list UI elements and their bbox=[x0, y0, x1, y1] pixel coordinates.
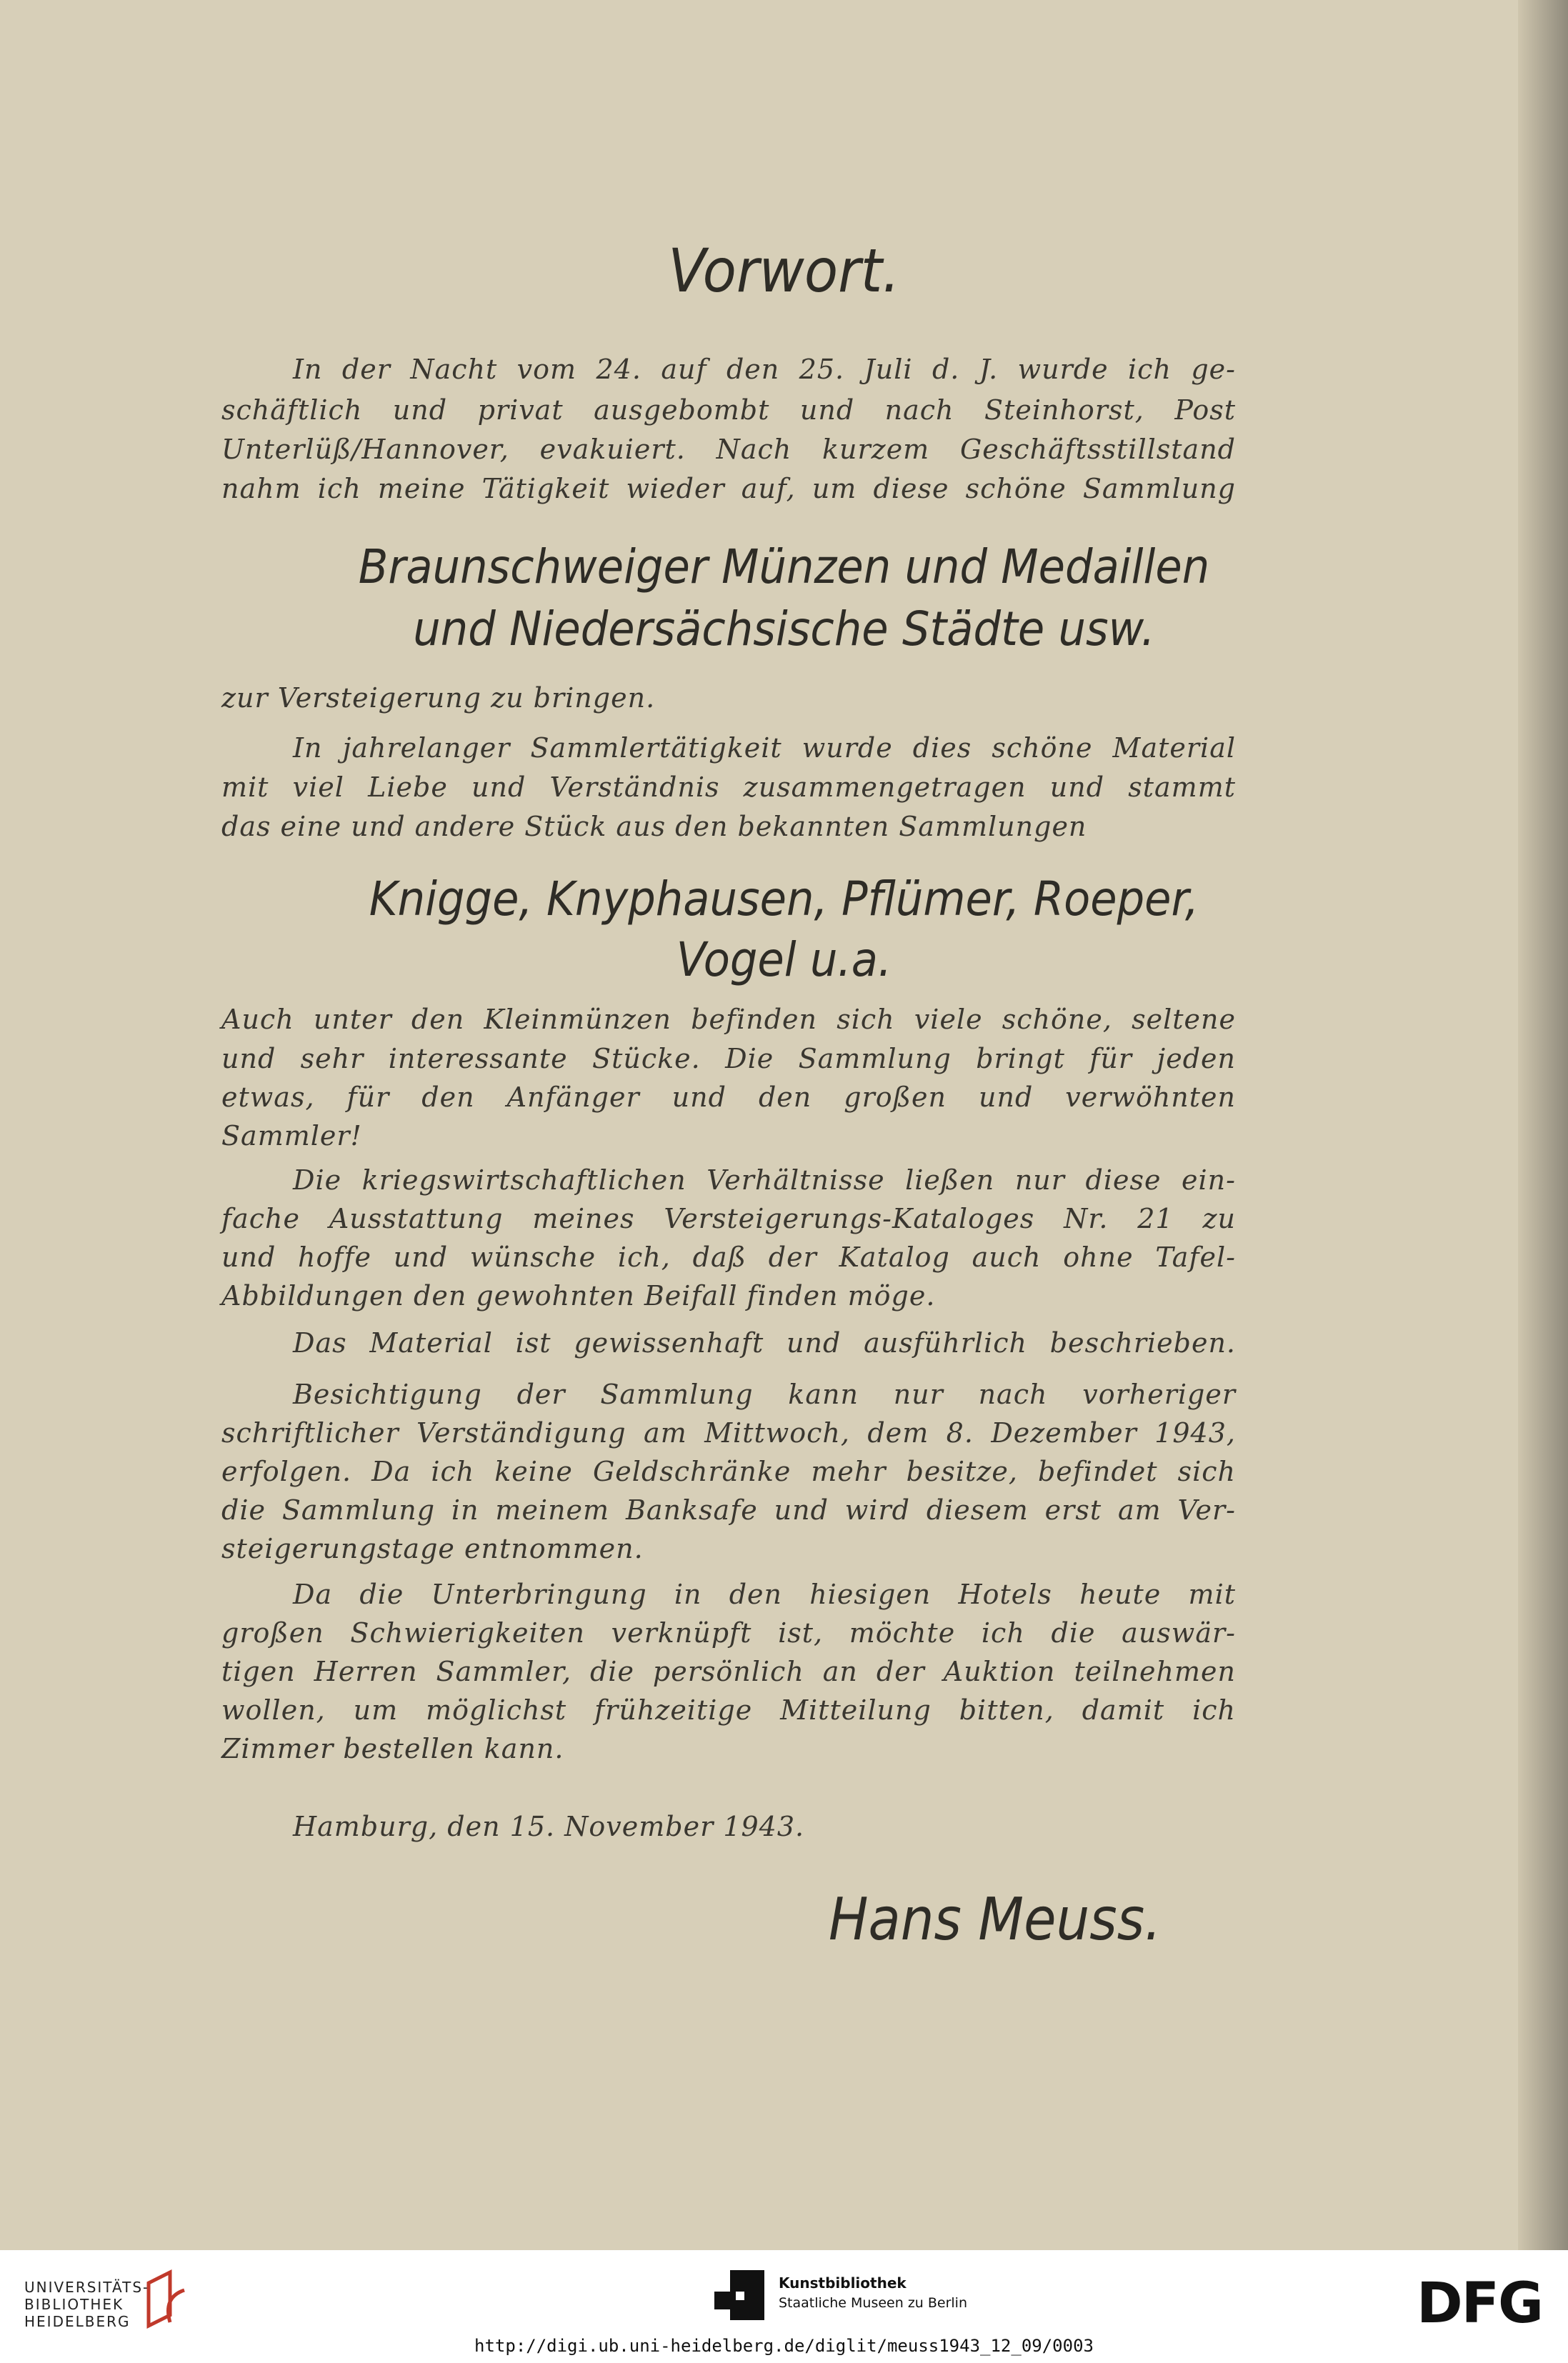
text-line: wollen, um möglichst frühzeitige Mitteilung bitten, damit ich bbox=[221, 1694, 1236, 1726]
text-line: In jahrelanger Sammlertätigkeit wurde dies schöne Material bbox=[293, 732, 1236, 764]
text-line: steigerungstage entnommen. bbox=[221, 1533, 644, 1564]
dateline: Hamburg, den 15. November 1943. bbox=[293, 1811, 805, 1842]
text-line: schäftlich und privat ausgebombt und nach Steinhorst, Post bbox=[221, 394, 1236, 426]
logo-text-line: HEIDELBERG bbox=[24, 2313, 131, 2330]
text-line: In der Nacht vom 24. auf den 25. Juli d. J. wurde ich ge- bbox=[293, 354, 1236, 385]
university-mark-icon bbox=[141, 2269, 191, 2333]
text-line: nahm ich meine Tätigkeit wieder auf, um diese schöne Sammlung bbox=[221, 473, 1236, 504]
text-line: Da die Unterbringung in den hiesigen Hotels heute mit bbox=[293, 1579, 1236, 1610]
display-heading: und Niedersächsische Städte usw. bbox=[413, 601, 1155, 656]
text-line: Unterlüß/Hannover, evakuiert. Nach kurzem Geschäftsstillstand bbox=[221, 434, 1236, 465]
university-library-logo[interactable] bbox=[24, 2279, 149, 2330]
text-line: erfolgen. Da ich keine Geldschränke mehr besitze, befindet sich bbox=[221, 1456, 1236, 1487]
text-line: großen Schwierigkeiten verknüpft ist, möchte ich die auswär- bbox=[221, 1617, 1236, 1649]
kunstbibliothek-icon bbox=[714, 2270, 764, 2320]
text-line: und hoffe und wünsche ich, daß der Katalog auch ohne Tafel- bbox=[221, 1242, 1236, 1273]
text-line: Die kriegswirtschaftlichen Verhältnisse ließen nur diese ein- bbox=[293, 1164, 1236, 1196]
text-line: und sehr interessante Stücke. Die Sammlung bringt für jeden bbox=[221, 1043, 1236, 1074]
footer-bar bbox=[0, 2250, 1568, 2363]
dfg-logo: DFG bbox=[1416, 2272, 1542, 2336]
page-edge-shadow bbox=[1518, 0, 1568, 2250]
kb-title: Kunstbibliothek bbox=[779, 2274, 907, 2292]
text-line: Zimmer bestellen kann. bbox=[221, 1733, 564, 1764]
text-line: etwas, für den Anfänger und den großen und verwöhnten bbox=[221, 1081, 1236, 1113]
logo-text-line: BIBLIOTHEK bbox=[24, 2296, 124, 2313]
page-title: Vorwort. bbox=[668, 236, 900, 306]
text-line: Auch unter den Kleinmünzen befinden sich viele schöne, seltene bbox=[221, 1004, 1236, 1035]
display-heading: Braunschweiger Münzen und Medaillen bbox=[358, 539, 1210, 594]
text-line: Abbildungen den gewohnten Beifall finden möge. bbox=[221, 1280, 936, 1312]
kunstbibliothek-label bbox=[779, 2273, 967, 2313]
text-line: fache Ausstattung meines Versteigerungs-Kataloges Nr. 21 zu bbox=[221, 1203, 1236, 1234]
text-line: Das Material ist gewissenhaft und ausführlich beschrieben. bbox=[293, 1327, 1236, 1359]
signature: Hans Meuss. bbox=[829, 1886, 1162, 1954]
permalink-url[interactable]: http://digi.ub.uni-heidelberg.de/diglit/meuss1943_12_09/0003 bbox=[474, 2336, 1094, 2356]
text-line: die Sammlung in meinem Banksafe und wird diesem erst am Ver- bbox=[221, 1494, 1236, 1526]
text-line: schriftlicher Verständigung am Mittwoch, dem 8. Dezember 1943, bbox=[221, 1417, 1236, 1449]
logo-text-line: UNIVERSITÄTS- bbox=[24, 2279, 150, 2296]
kb-subtitle: Staatliche Museen zu Berlin bbox=[779, 2295, 968, 2311]
text-line: das eine und andere Stück aus den bekannten Sammlungen bbox=[221, 811, 1087, 842]
display-heading: Vogel u.a. bbox=[676, 932, 892, 987]
text-line: Sammler! bbox=[221, 1120, 362, 1151]
text-line: mit viel Liebe und Verständnis zusammengetragen und stammt bbox=[221, 771, 1236, 803]
text-line: Besichtigung der Sammlung kann nur nach vorheriger bbox=[293, 1379, 1236, 1410]
text-line: zur Versteigerung zu bringen. bbox=[221, 682, 656, 714]
display-heading: Knigge, Knyphausen, Pflümer, Roeper, bbox=[369, 871, 1199, 926]
text-line: tigen Herren Sammler, die persönlich an der Auktion teilnehmen bbox=[221, 1656, 1236, 1687]
